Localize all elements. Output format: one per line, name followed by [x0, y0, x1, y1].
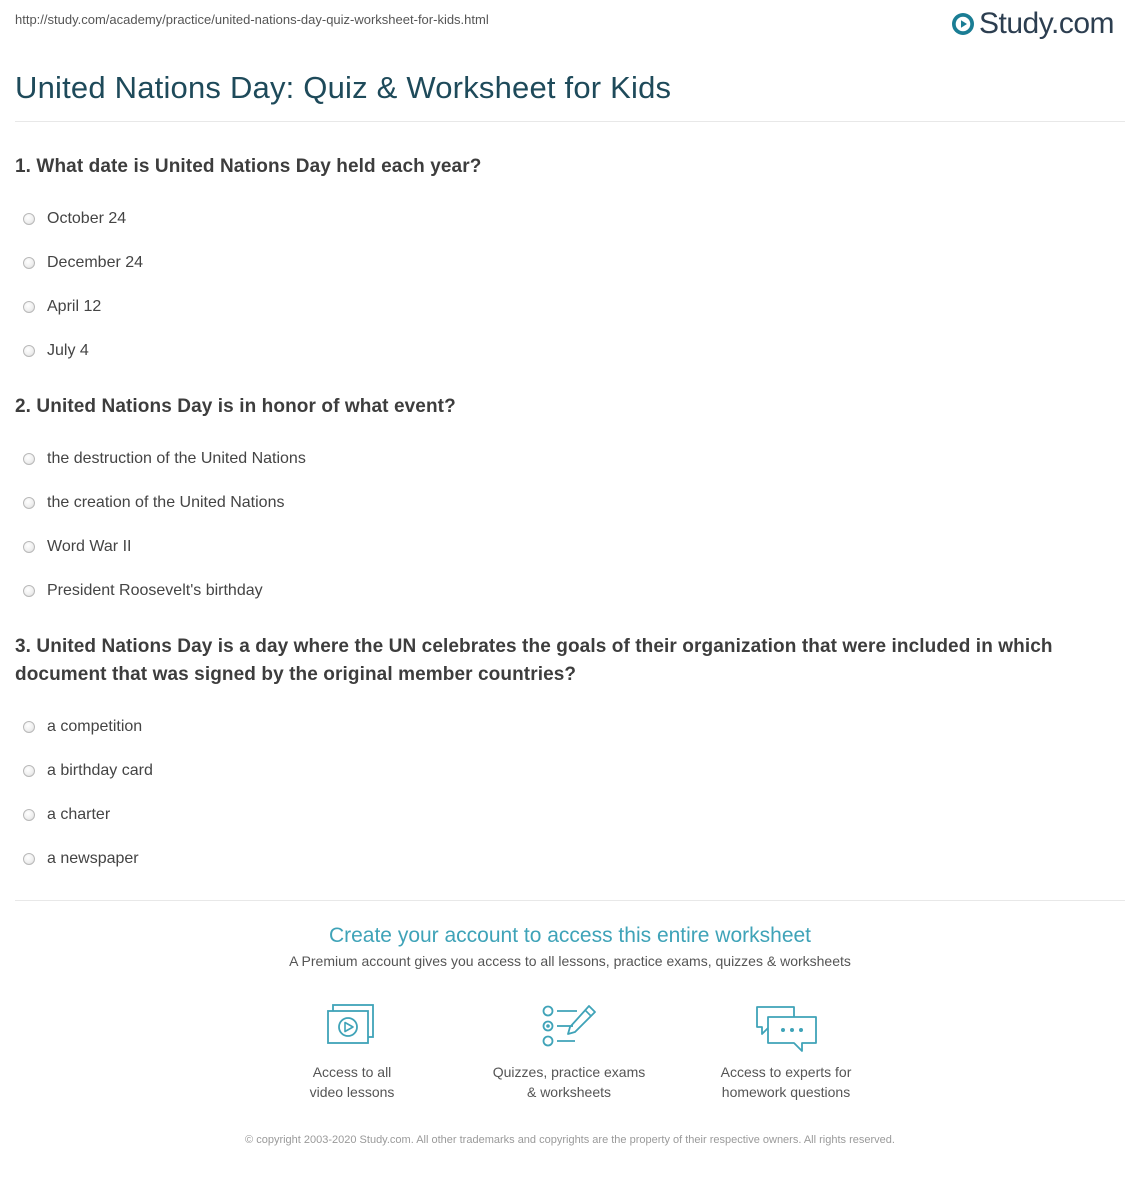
page-url: http://study.com/academy/practice/united-nations-day-quiz-worksheet-for-kids.html [15, 12, 489, 27]
radio-button[interactable] [23, 765, 35, 777]
answer-label: April 12 [47, 298, 102, 315]
feature-line: Access to experts for [720, 1064, 852, 1080]
copyright-text: © copyright 2003-2020 Study.com. All other trademarks and copyrights are the property of their respective owners. All rights reserved. [245, 1134, 895, 1146]
play-circle-icon [951, 12, 975, 36]
answer-label: the destruction of the United Nations [47, 450, 306, 467]
chat-bubbles-icon [754, 1003, 818, 1053]
answer-option[interactable] [15, 289, 1125, 333]
answer-option[interactable] [15, 841, 1125, 885]
feature-quizzes [469, 1003, 669, 1102]
radio-button[interactable] [23, 809, 35, 821]
radio-button[interactable] [23, 541, 35, 553]
feature-line: video lessons [309, 1084, 395, 1100]
cta-divider [15, 900, 1125, 901]
feature-line: Quizzes, practice exams [492, 1064, 646, 1080]
answer-option[interactable] [15, 573, 1125, 617]
radio-button[interactable] [23, 301, 35, 313]
question-text: 2. United Nations Day is in honor of what event? [15, 396, 456, 417]
answer-label: President Roosevelt's birthday [47, 582, 263, 599]
cta-subtitle: A Premium account gives you access to all lessons, practice exams, quizzes & worksheets [289, 953, 851, 969]
question-text: 3. United Nations Day is a day where the UN celebrates the goals of their organization that were included in which document that was signed by the original member countries? [15, 636, 1053, 685]
feature-video-lessons [252, 1003, 452, 1102]
answer-option[interactable] [15, 753, 1125, 797]
answer-label: Word War II [47, 538, 132, 555]
quiz-checklist-icon [539, 1003, 599, 1053]
answer-option[interactable] [15, 201, 1125, 245]
answer-label: July 4 [47, 342, 89, 359]
signup-cta [0, 924, 1140, 969]
answer-option[interactable] [15, 797, 1125, 841]
question-3 [15, 633, 1125, 885]
radio-button[interactable] [23, 213, 35, 225]
answer-label: a newspaper [47, 850, 139, 867]
answer-label: a charter [47, 806, 111, 823]
answer-label: a competition [47, 718, 143, 735]
logo-text: Study.com [979, 7, 1114, 40]
radio-button[interactable] [23, 585, 35, 597]
radio-button[interactable] [23, 497, 35, 509]
feature-experts [686, 1003, 886, 1102]
question-text: 1. What date is United Nations Day held each year? [15, 156, 482, 177]
answer-option[interactable] [15, 529, 1125, 573]
answer-option[interactable] [15, 485, 1125, 529]
page-title: United Nations Day: Quiz & Worksheet for Kids [15, 70, 672, 105]
radio-button[interactable] [23, 721, 35, 733]
answer-option[interactable] [15, 709, 1125, 753]
question-2 [15, 393, 1125, 617]
feature-line: & worksheets [526, 1084, 612, 1100]
answer-options [15, 441, 1125, 617]
radio-button[interactable] [23, 257, 35, 269]
radio-button[interactable] [23, 853, 35, 865]
question-1 [15, 153, 1125, 377]
answer-option[interactable] [15, 441, 1125, 485]
feature-line: Access to all [312, 1064, 392, 1080]
study-logo[interactable] [951, 8, 1114, 40]
answer-label: December 24 [47, 254, 144, 271]
answer-options [15, 709, 1125, 885]
answer-label: a birthday card [47, 762, 153, 779]
cta-title-link[interactable]: Create your account to access this entire worksheet [328, 924, 812, 947]
radio-button[interactable] [23, 453, 35, 465]
answer-option[interactable] [15, 245, 1125, 289]
answer-label: October 24 [47, 210, 127, 227]
feature-line: homework questions [721, 1084, 851, 1100]
title-divider [15, 121, 1125, 122]
radio-button[interactable] [23, 345, 35, 357]
answer-options [15, 201, 1125, 377]
answer-label: the creation of the United Nations [47, 494, 285, 511]
video-lessons-icon [324, 1003, 380, 1053]
answer-option[interactable] [15, 333, 1125, 377]
